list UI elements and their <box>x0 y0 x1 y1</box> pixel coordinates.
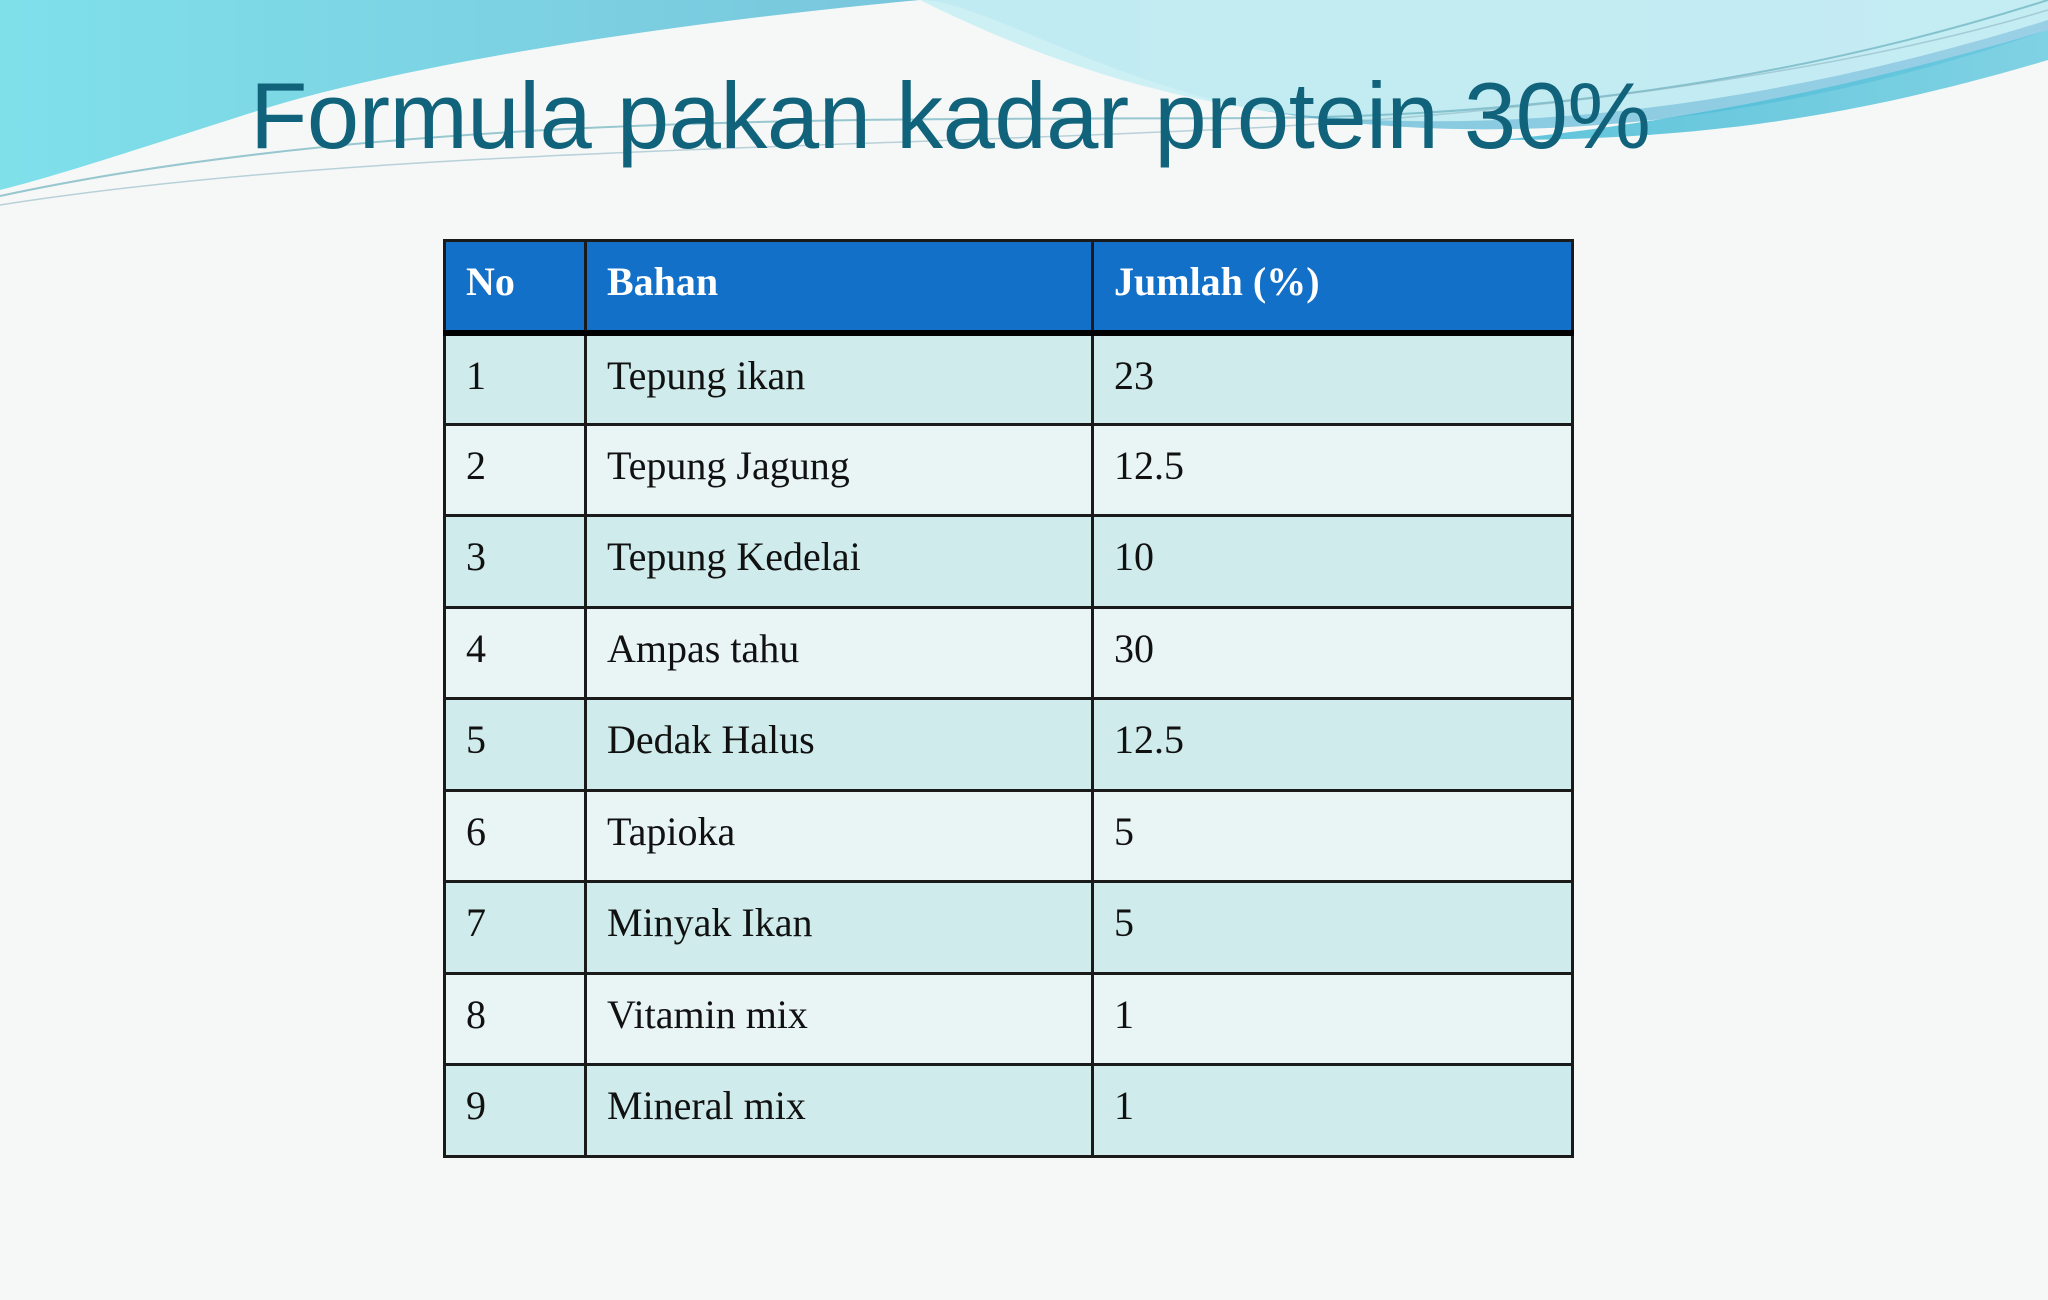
table-row <box>445 699 1573 791</box>
cell-jumlah: 1 <box>1093 973 1573 1065</box>
header-jumlah: Jumlah (%) <box>1093 241 1573 333</box>
cell-no: 5 <box>445 699 586 791</box>
cell-bahan: Tepung Kedelai <box>586 516 1093 608</box>
cell-no: 1 <box>445 333 586 425</box>
cell-no: 6 <box>445 790 586 882</box>
cell-bahan: Tepung ikan <box>586 333 1093 425</box>
header-bahan: Bahan <box>586 241 1093 333</box>
cell-no: 8 <box>445 973 586 1065</box>
header-no: No <box>445 241 586 333</box>
cell-no: 4 <box>445 607 586 699</box>
cell-jumlah: 23 <box>1093 333 1573 425</box>
table-row <box>445 333 1573 425</box>
cell-jumlah: 10 <box>1093 516 1573 608</box>
table-row <box>445 424 1573 516</box>
table-row <box>445 1065 1573 1157</box>
cell-jumlah: 12.5 <box>1093 424 1573 516</box>
data-table <box>443 239 1574 1158</box>
cell-bahan: Minyak Ikan <box>586 882 1093 974</box>
cell-bahan: Tapioka <box>586 790 1093 882</box>
cell-no: 9 <box>445 1065 586 1157</box>
cell-bahan: Tepung Jagung <box>586 424 1093 516</box>
cell-no: 3 <box>445 516 586 608</box>
table-header-row <box>445 241 1573 333</box>
cell-jumlah: 1 <box>1093 1065 1573 1157</box>
table-row <box>445 973 1573 1065</box>
slide-title: Formula pakan kadar protein 30% <box>250 63 1651 168</box>
table-row <box>445 516 1573 608</box>
cell-jumlah: 12.5 <box>1093 699 1573 791</box>
cell-jumlah: 5 <box>1093 882 1573 974</box>
cell-bahan: Mineral mix <box>586 1065 1093 1157</box>
cell-jumlah: 30 <box>1093 607 1573 699</box>
table-row <box>445 607 1573 699</box>
table-row <box>445 882 1573 974</box>
cell-bahan: Ampas tahu <box>586 607 1093 699</box>
cell-jumlah: 5 <box>1093 790 1573 882</box>
cell-bahan: Dedak Halus <box>586 699 1093 791</box>
feed-formula-table <box>443 239 1574 1158</box>
cell-no: 7 <box>445 882 586 974</box>
cell-no: 2 <box>445 424 586 516</box>
table-row <box>445 790 1573 882</box>
cell-bahan: Vitamin mix <box>586 973 1093 1065</box>
